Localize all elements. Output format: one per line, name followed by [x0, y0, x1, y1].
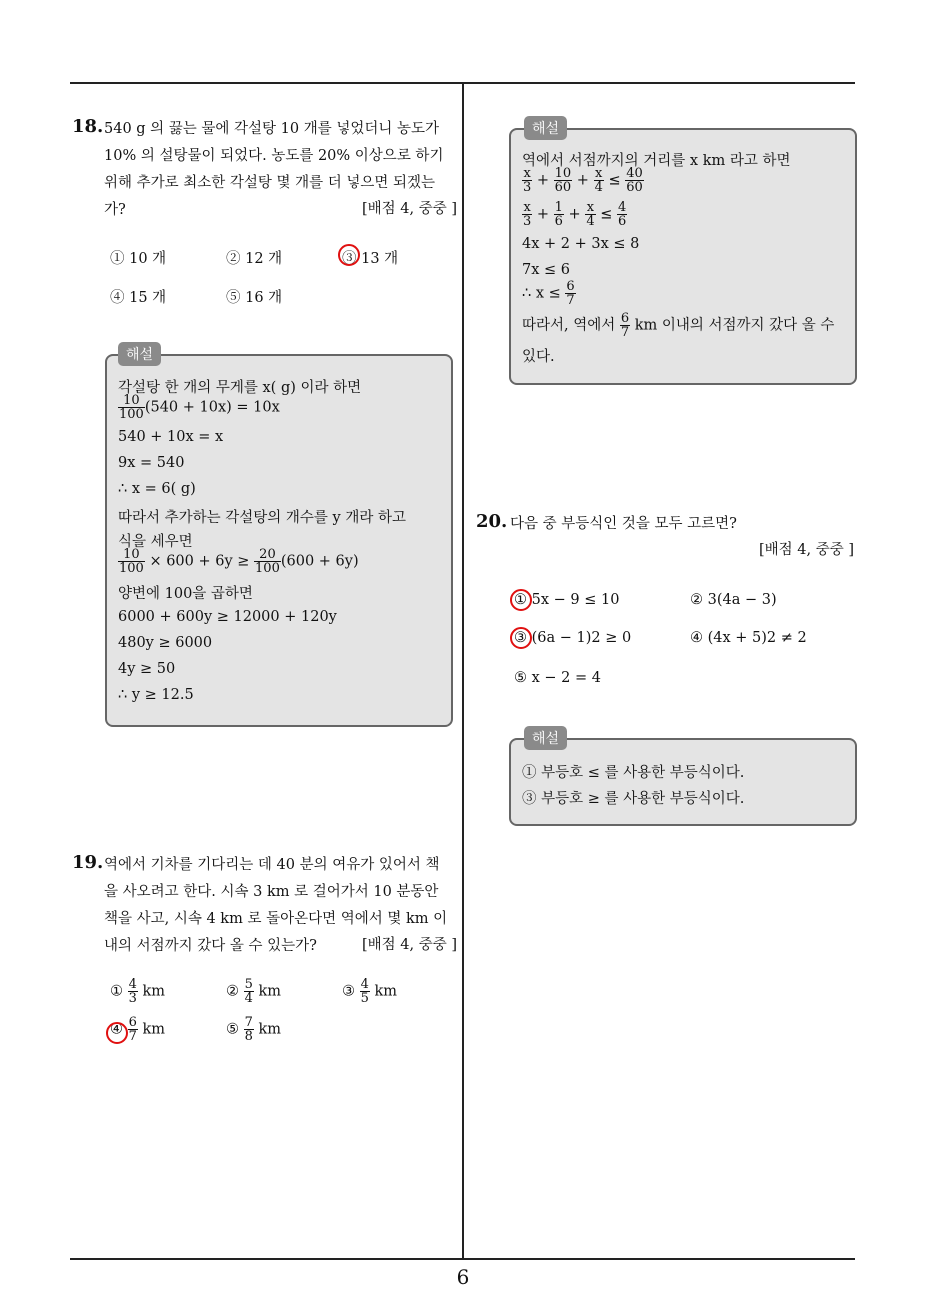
score-difficulty: [배점 4, 중중 ] [361, 201, 457, 217]
page-number: 6 [456, 1265, 470, 1289]
option-5[interactable]: ⑤ 16 개 [226, 290, 283, 306]
option-2[interactable]: ② 12 개 [226, 251, 283, 267]
question-text-line: 10% 의 설탕물이 되었다. 농도를 20% 이상으로 하기 [104, 148, 444, 164]
option-1[interactable]: ① 10 개 [110, 251, 167, 267]
question-text-line: 가? [104, 202, 126, 218]
option-1[interactable]: ① $\frac{4}{3}$ km [110, 977, 166, 1006]
solution-line: $\frac{10}{100}$ × 600 + 6y ≥ $\frac{20}{100}$ (600 + 6y) [119, 547, 359, 576]
solution-line: $\frac{x}{3}$ + $\frac{10}{60}$ + $\frac{x}{4}$ ≤ $\frac{40}{60}$ [523, 166, 643, 195]
solution-line: ∴ y ≥ 12.5 [118, 687, 194, 703]
solution-line: 따라서 추가하는 각설탕의 개수를 y 개라 하고 [118, 510, 406, 526]
question-text-line: 역에서 기차를 기다리는 데 40 분의 여유가 있어서 책 [104, 857, 440, 873]
column-divider [462, 83, 464, 1259]
solution-line: 4y ≥ 50 [118, 661, 176, 677]
question-text-line: 책을 사고, 시속 4 km 로 돌아온다면 역에서 몇 km 이 [104, 911, 448, 927]
option-4[interactable]: ④ $\frac{6}{7}$ km [110, 1015, 166, 1044]
fraction: $\frac{10}{100}$ [119, 547, 144, 576]
question-text-line: 540 g 의 끓는 물에 각설탕 10 개를 넣었더니 농도가 [104, 121, 440, 137]
solution-line: 따라서, 역에서 $\frac{6}{7}$ km 이내의 서점까지 갔다 올 수 [522, 311, 835, 340]
solution-line: 양변에 100을 곱하면 [118, 586, 253, 602]
solution-line: 9x = 540 [118, 455, 185, 471]
question-number: 20. [476, 511, 508, 532]
solution-line: 식을 세우면 [118, 534, 193, 550]
option-4[interactable]: ④ 15 개 [110, 290, 167, 306]
solution-line: 4x + 2 + 3x ≤ 8 [522, 236, 640, 252]
solution-label: 해설 [524, 726, 567, 750]
fraction: $\frac{10}{100}$ [119, 393, 144, 422]
solution-line: 540 + 10x = x [118, 429, 224, 445]
solution-line: 7x ≤ 6 [522, 262, 570, 278]
solution-line: ∴ x ≤ $\frac{6}{7}$ [522, 279, 575, 308]
question-text: 다음 중 부등식인 것을 모두 고르면? [510, 516, 737, 532]
solution-line: $\frac{10}{100}$ (540 + 10x) = 10x [119, 393, 280, 422]
question-number: 19. [72, 852, 104, 873]
fraction: $\frac{20}{100}$ [255, 547, 280, 576]
option-3[interactable]: ③ 13 개 [342, 251, 399, 267]
answer-circle-mark [106, 1022, 128, 1044]
bottom-rule [70, 1258, 855, 1260]
option-2[interactable]: ② 3(4a − 3) [690, 592, 777, 608]
score-difficulty: [배점 4, 중중 ] [758, 542, 854, 558]
solution-box-20 [509, 738, 857, 826]
option-4[interactable]: ④ (4x + 5)2 ≠ 2 [690, 630, 807, 646]
option-5[interactable]: ⑤ $\frac{7}{8}$ km [226, 1015, 282, 1044]
option-3[interactable]: ③ (6a − 1)2 ≥ 0 [514, 630, 632, 646]
question-text-line: 내의 서점까지 갔다 올 수 있는가? [104, 938, 317, 954]
solution-line: 역에서 서점까지의 거리를 x km 라고 하면 [522, 153, 791, 169]
option-1[interactable]: ① 5x − 9 ≤ 10 [514, 592, 620, 608]
question-text-line: 을 사오려고 한다. 시속 3 km 로 걸어가서 10 분동안 [104, 884, 439, 900]
answer-circle-mark [510, 627, 532, 649]
option-3[interactable]: ③ $\frac{4}{5}$ km [342, 977, 398, 1006]
question-text-line: 위해 추가로 최소한 각설탕 몇 개를 더 넣으면 되겠는 [104, 175, 436, 191]
question-number: 18. [72, 116, 104, 137]
option-2[interactable]: ② $\frac{5}{4}$ km [226, 977, 282, 1006]
solution-line: 있다. [522, 349, 555, 365]
answer-circle-mark [338, 244, 360, 266]
solution-line: ③ 부등호 ≥ 를 사용한 부등식이다. [522, 791, 745, 807]
solution-line: $\frac{x}{3}$ + $\frac{1}{6}$ + $\frac{x}{4}$ ≤ $\frac{4}{6}$ [523, 200, 627, 229]
score-difficulty: [배점 4, 중중 ] [361, 937, 457, 953]
option-5[interactable]: ⑤ x − 2 = 4 [514, 670, 601, 686]
solution-line: 6000 + 600y ≥ 12000 + 120y [118, 609, 337, 625]
solution-line: ① 부등호 ≤ 를 사용한 부등식이다. [522, 765, 745, 781]
solution-line: 480y ≥ 6000 [118, 635, 213, 651]
solution-line: ∴ x = 6( g) [118, 481, 196, 497]
solution-label: 해설 [524, 116, 567, 140]
answer-circle-mark [510, 589, 532, 611]
solution-line: 각설탕 한 개의 무게를 x( g) 이라 하면 [118, 380, 362, 396]
solution-label: 해설 [118, 342, 161, 366]
